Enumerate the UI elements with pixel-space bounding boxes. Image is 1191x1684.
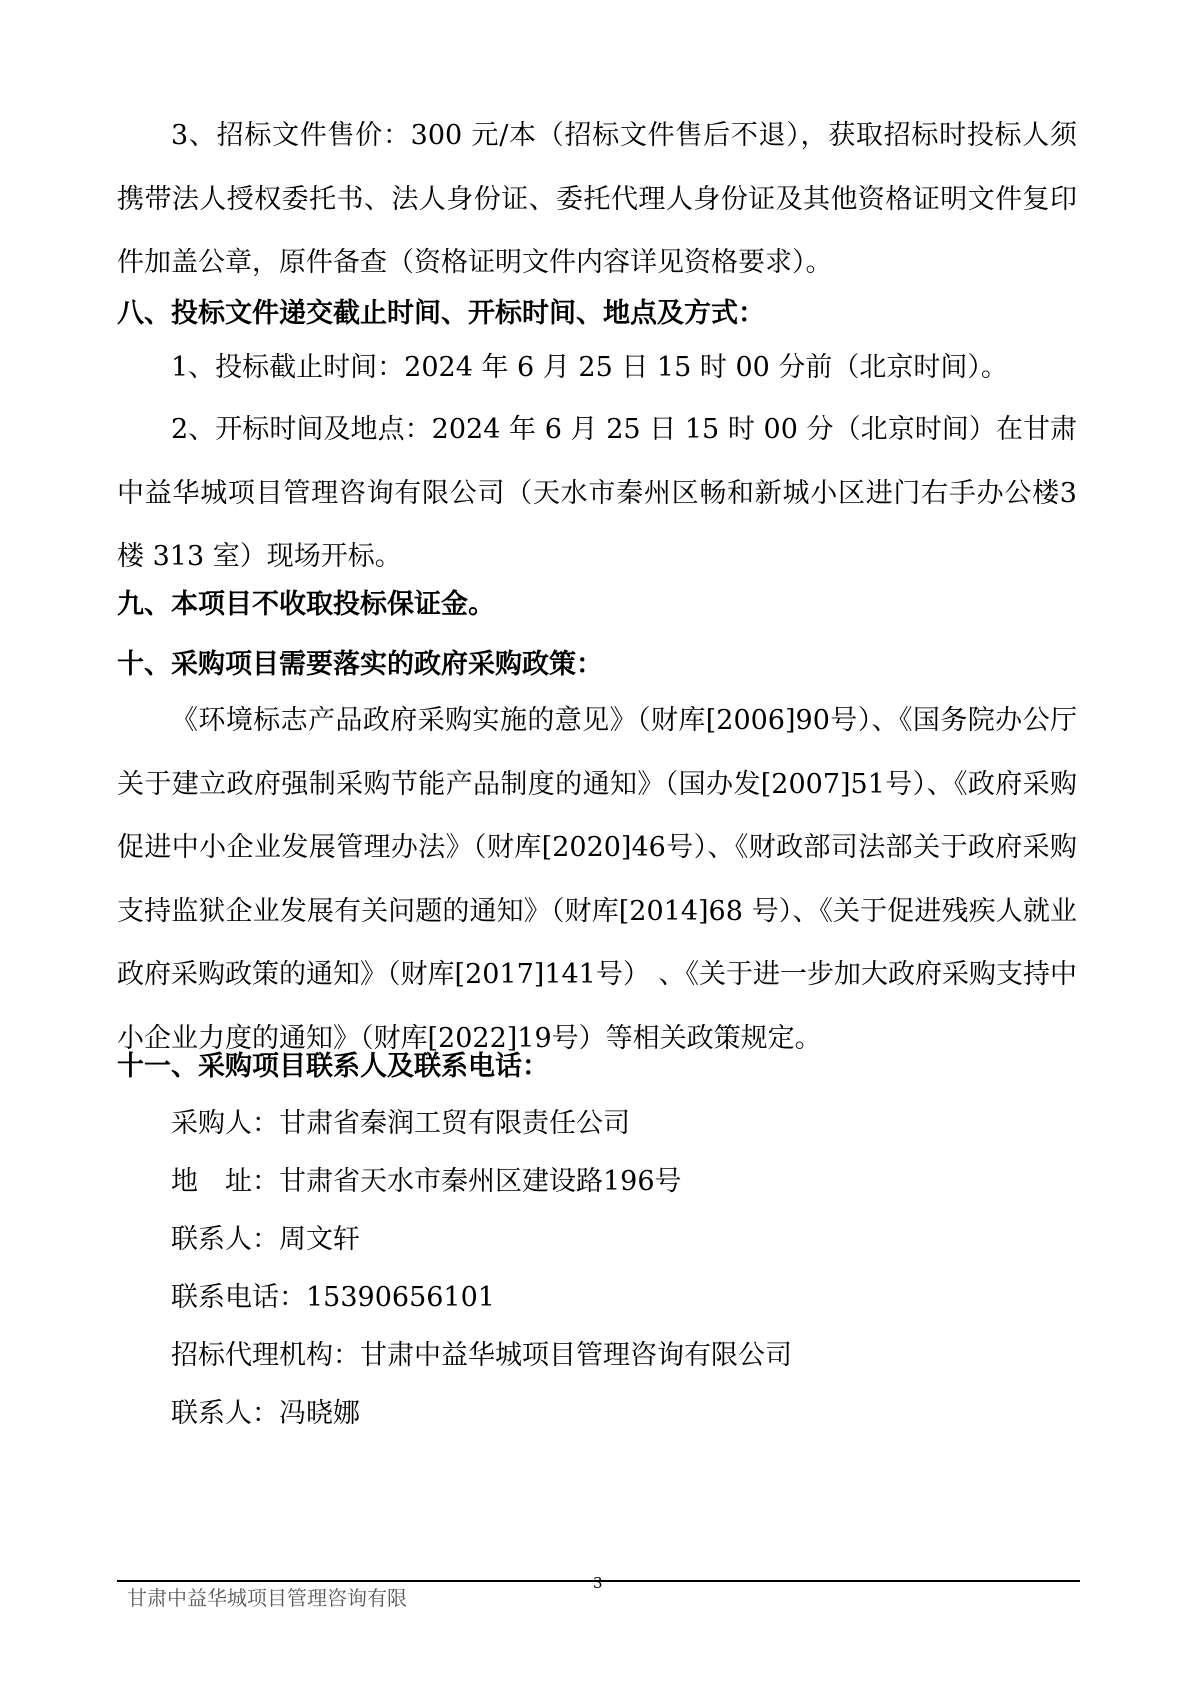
address-line: 地 址：甘肃省天水市秦州区建设路196号 bbox=[171, 1166, 682, 1197]
section-heading-9: 九、本项目不收取投标保证金。 bbox=[117, 589, 495, 620]
paragraph-policies: 《环境标志产品政府采购实施的意见》（财库[2006]90号）、《国务院办公厅关于建立政府强制采购节能产品制度的通知》（国办发[2007]51号）、《政府采购促进中小企业发展管理办法》（财库[2020]46号）、《财政部司法部关于政府采购支持监狱企业发展有关问题的通知》（财库[2014]68 号）、《关于促进残疾人就业政府采购政策的通知》（财库[2017]141号） 、《关于进一步加大政府采购支持中小企业力度的通知》（财库[2022]19号）等相关政策规定。 bbox=[117, 705, 1077, 1054]
page-number: 3 bbox=[593, 1574, 603, 1592]
section-heading-8: 八、投标文件递交截止时间、开标时间、地点及方式： bbox=[117, 298, 765, 329]
agency-line: 招标代理机构：甘肃中益华城项目管理咨询有限公司 bbox=[171, 1340, 792, 1371]
footer-company: 甘肃中益华城项目管理咨询有限 bbox=[127, 1586, 407, 1610]
section-heading-10: 十、采购项目需要落实的政府采购政策： bbox=[117, 649, 603, 680]
purchaser-line: 采购人：甘肃省秦润工贸有限责任公司 bbox=[171, 1108, 630, 1139]
contact-line-1: 联系人：周文轩 bbox=[171, 1224, 360, 1255]
section-heading-11: 十一、采购项目联系人及联系电话： bbox=[117, 1051, 549, 1082]
paragraph-opening: 2、开标时间及地点：2024 年 6 月 25 日 15 时 00 分（北京时间）在甘肃中益华城项目管理咨询有限公司（天水市秦州区畅和新城小区进门右手办公楼3楼 313 室）现场开标。 bbox=[117, 414, 1077, 572]
paragraph-tender-price: 3、招标文件售价：300 元/本（招标文件售后不退），获取招标时投标人须携带法人授权委托书、法人身份证、委托代理人身份证及其他资格证明文件复印件加盖公章，原件备查（资格证明文件内容详见资格要求）。 bbox=[117, 120, 1077, 278]
paragraph-deadline: 1、投标截止时间：2024 年 6 月 25 日 15 时 00 分前（北京时间）。 bbox=[171, 352, 1008, 383]
phone-line: 联系电话：15390656101 bbox=[171, 1282, 495, 1313]
contact-line-2: 联系人：冯晓娜 bbox=[171, 1398, 360, 1429]
